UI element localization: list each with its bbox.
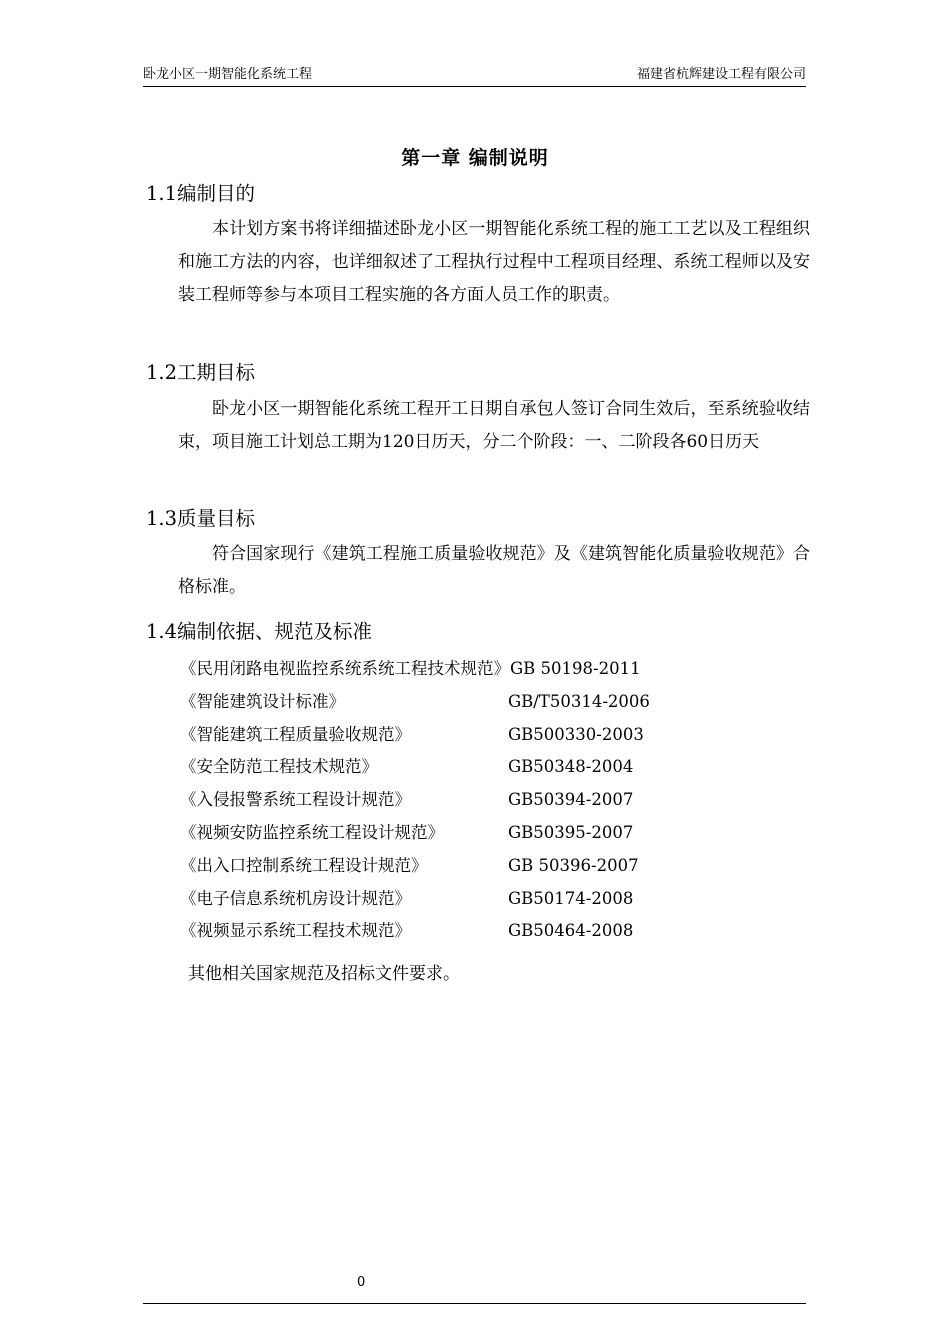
page-header: [143, 66, 806, 87]
standard-item: [180, 849, 810, 882]
standard-item: [180, 718, 810, 751]
standard-name: 《出入口控制系统工程设计规范》: [180, 855, 428, 875]
footer-rule: [143, 1303, 806, 1304]
standard-item: [180, 816, 810, 849]
standard-name: 《智能建筑工程质量验收规范》: [180, 724, 411, 744]
standard-code: GB50395-2007: [508, 822, 634, 842]
standard-name: 《智能建筑设计标准》: [180, 691, 345, 711]
standard-code: GB/T50314-2006: [508, 691, 650, 711]
page-number: 0: [357, 1275, 366, 1290]
section-heading-1-2: 1.2工期目标: [146, 361, 256, 384]
standard-item: [180, 783, 810, 816]
standard-item: [180, 750, 810, 783]
standard-item: [180, 685, 810, 718]
header-company-name: 福建省杭辉建设工程有限公司: [636, 67, 806, 82]
closing-note: 其他相关国家规范及招标文件要求。: [188, 964, 460, 984]
standard-code: GB50348-2004: [508, 757, 634, 777]
standard-item: [180, 882, 810, 915]
standard-name: 《入侵报警系统工程设计规范》: [180, 790, 411, 810]
standard-name: 《视频显示系统工程技术规范》: [180, 921, 411, 941]
section-heading-1-1: 1.1编制目的: [146, 182, 256, 205]
standard-name: 《视频安防监控系统工程设计规范》: [180, 822, 444, 842]
standards-list: [180, 652, 810, 947]
section-heading-1-3: 1.3质量目标: [146, 507, 256, 530]
chapter-title: 第一章 编制说明: [401, 147, 549, 169]
header-project-title: 卧龙小区一期智能化系统工程: [143, 67, 313, 82]
section-paragraph-1-1: 本计划方案书将详细描述卧龙小区一期智能化系统工程的施工工艺以及工程组织和施工方法的内容，也详细叙述了工程执行过程中工程项目经理、系统工程师以及安装工程师等参与本项目工程实施的各方面人员工作的职责。: [178, 219, 810, 305]
standard-code: GB50464-2008: [508, 921, 634, 941]
section-paragraph-1-2: 卧龙小区一期智能化系统工程开工日期自承包人签订合同生效后，至系统验收结束，项目施工计划总工期为120日历天，分二个阶段：一、二阶段各60日历天: [178, 399, 810, 452]
standard-item: [180, 914, 810, 947]
section-heading-1-4: 1.4编制依据、规范及标准: [146, 620, 373, 643]
standard-item: [180, 652, 810, 685]
section-paragraph-1-3: 符合国家现行《建筑工程施工质量验收规范》及《建筑智能化质量验收规范》合格标准。: [178, 544, 810, 597]
standard-name: 《电子信息系统机房设计规范》: [180, 888, 411, 908]
standard-code: GB50394-2007: [508, 790, 634, 810]
standard-code: GB 50396-2007: [508, 855, 639, 875]
standard-code: GB50174-2008: [508, 888, 634, 908]
standard-code: GB500330-2003: [508, 724, 644, 744]
standard-name: 《民用闭路电视监控系统系统工程技术规范》GB 50198-2011: [180, 659, 641, 678]
standard-name: 《安全防范工程技术规范》: [180, 757, 378, 777]
